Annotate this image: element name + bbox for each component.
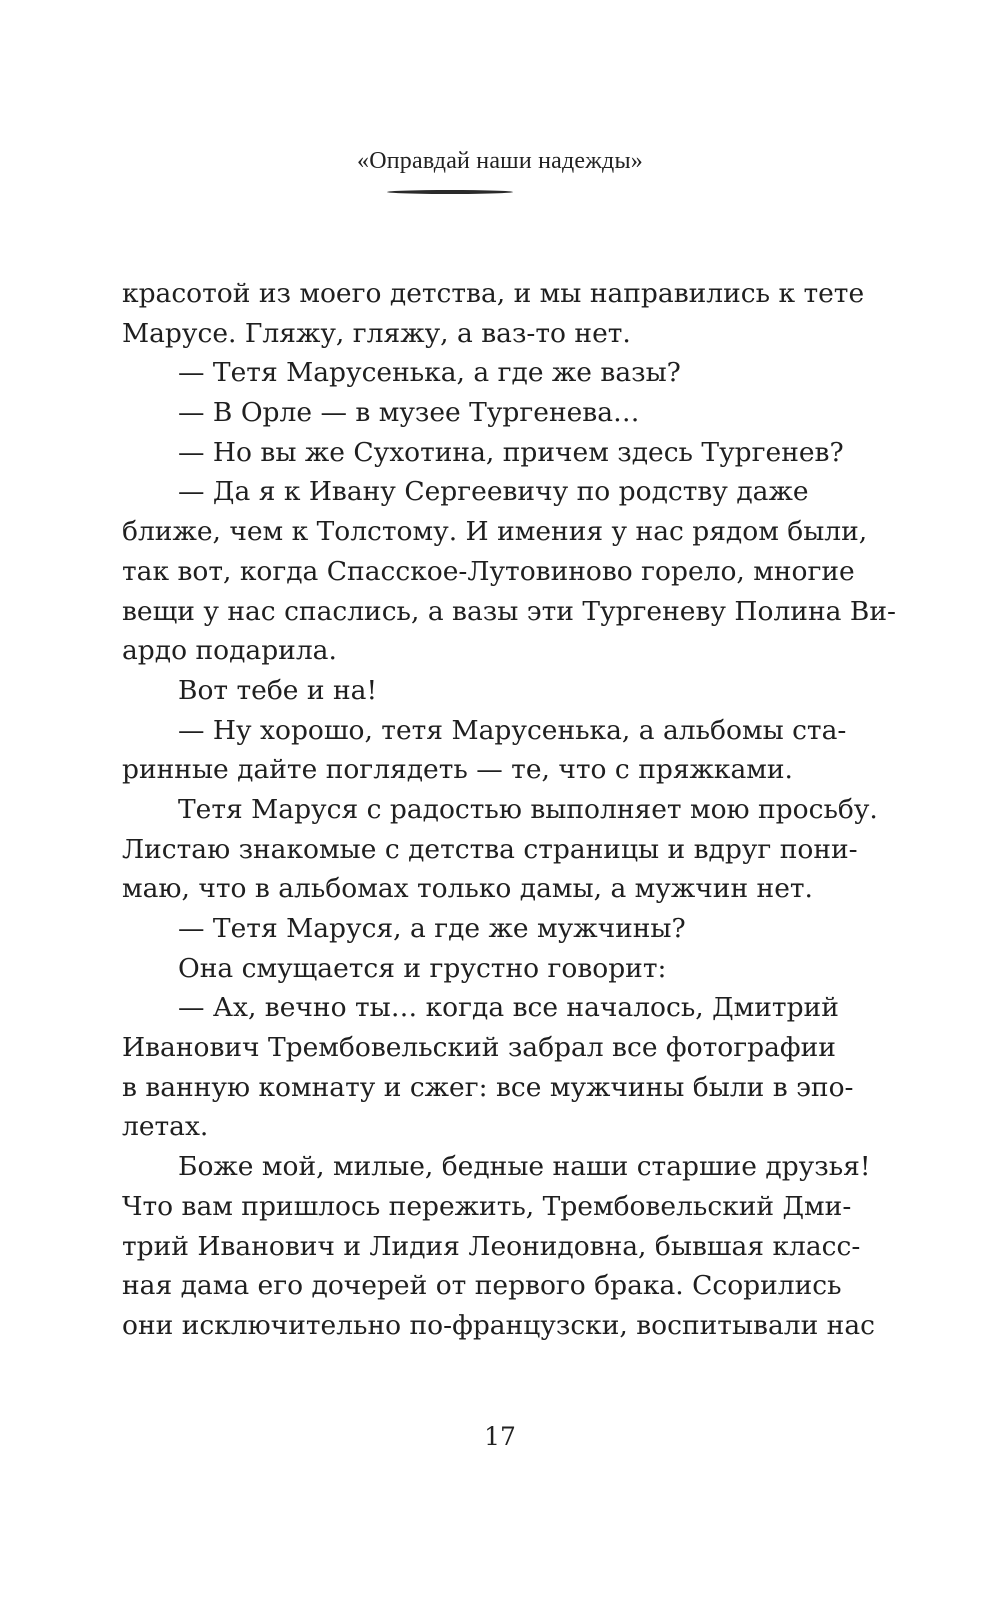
- text-line: Боже мой, милые, бедные наши старшие друзья!: [178, 1151, 871, 1183]
- text-line: — Да я к Ивану Сергеевичу по родству даже: [178, 476, 809, 508]
- text-line: они исключительно по-французски, воспитывали нас: [122, 1309, 875, 1341]
- text-line: так вот, когда Спасское-Лутовиново горело, многие: [122, 555, 855, 587]
- text-line: — Ах, вечно ты… когда все началось, Дмитрий: [178, 992, 839, 1024]
- text-line: трий Иванович и Лидия Леонидовна, бывшая класс-: [122, 1230, 861, 1262]
- text-line: Она смущается и грустно говорит:: [178, 952, 667, 984]
- text-line: летах.: [122, 1111, 209, 1143]
- text-line: в ванную комнату и сжег: все мужчины были в эпо-: [122, 1071, 854, 1103]
- text-line: красотой из моего детства, и мы направились к тете: [122, 278, 865, 309]
- text-line: ная дама его дочерей от первого брака. Ссорились: [122, 1270, 842, 1302]
- text-line: Тетя Маруся с радостью выполняет мою просьбу.: [178, 793, 878, 825]
- running-header-title: «Оправдай наши надежды»: [357, 148, 643, 174]
- text-line: маю, что в альбомах только дамы, а мужчин нет.: [122, 873, 813, 905]
- text-line: Иванович Трембовельский забрал все фотографии: [122, 1032, 836, 1064]
- text-line: ардо подарила.: [122, 635, 337, 667]
- text-line: — Тетя Маруся, а где же мужчины?: [178, 913, 686, 944]
- text-line: — Но вы же Сухотина, причем здесь Тургенев?: [178, 436, 844, 468]
- text-line: Марусе. Гляжу, гляжу, а ваз-то нет.: [122, 317, 631, 349]
- text-line: — Тетя Марусенька, а где же вазы?: [178, 357, 681, 389]
- page-number: 17: [484, 1422, 516, 1451]
- header-rule: [387, 190, 513, 194]
- text-line: Вот тебе и на!: [178, 674, 378, 706]
- body-text: [122, 274, 896, 1346]
- text-line: вещи у нас спаслись, а вазы эти Тургеневу Полина Ви-: [122, 595, 896, 627]
- text-line: Листаю знакомые с детства страницы и вдруг пони-: [122, 833, 858, 865]
- text-line: ближе, чем к Толстому. И имения у нас рядом были,: [122, 516, 868, 548]
- text-line: Что вам пришлось пережить, Трембовельский Дми-: [122, 1190, 852, 1222]
- text-line: — Ну хорошо, тетя Марусенька, а альбомы ста-: [178, 714, 847, 746]
- text-line: ринные дайте поглядеть — те, что с пряжками.: [122, 754, 793, 786]
- text-line: — В Орле — в музее Тургенева…: [178, 397, 640, 429]
